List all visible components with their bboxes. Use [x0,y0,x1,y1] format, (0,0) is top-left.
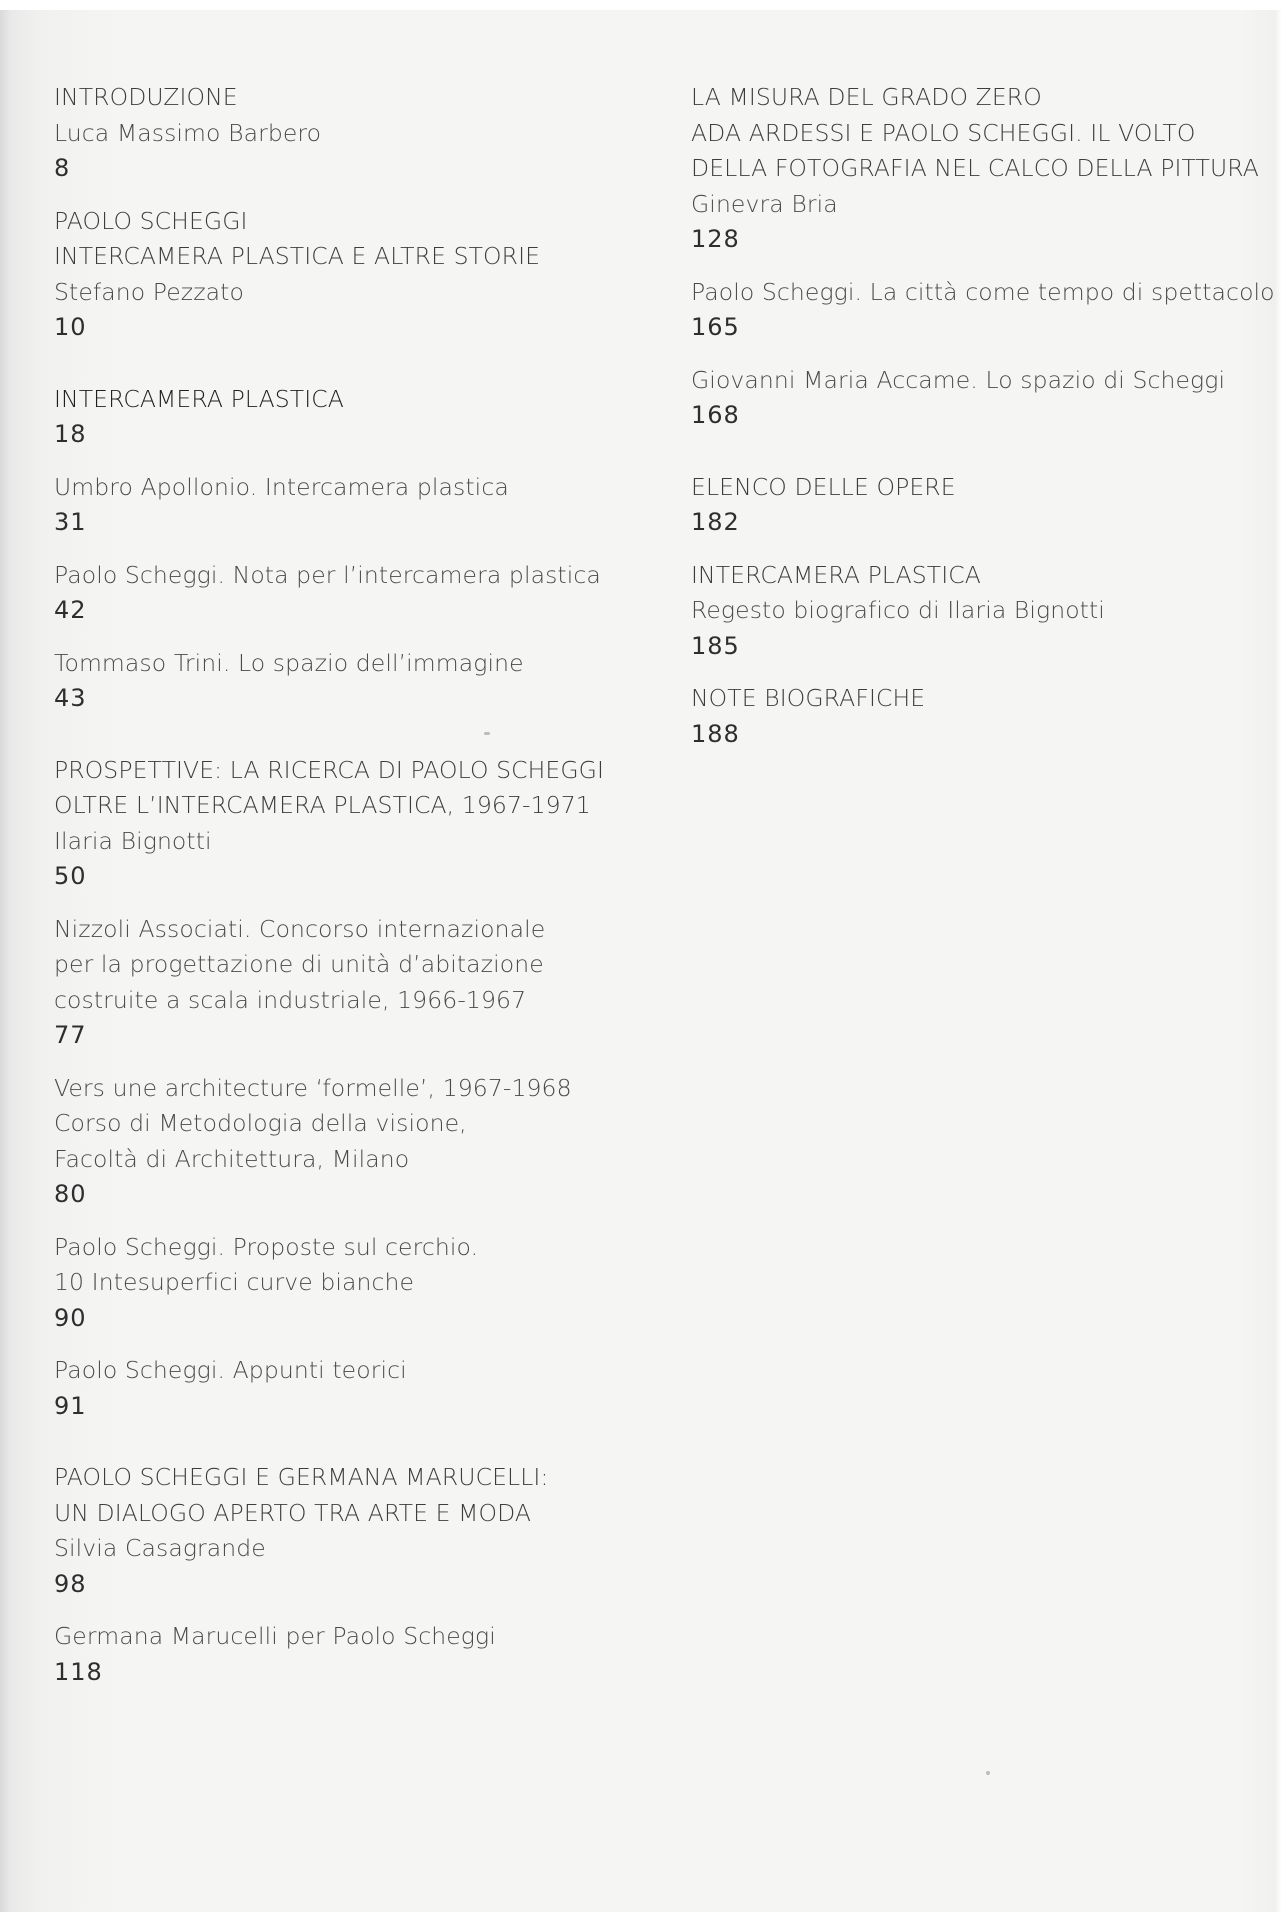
toc-entry [691,470,1251,541]
toc-page-number: 10 [54,313,87,341]
toc-spacer [691,346,1251,363]
toc-entry-title: PAOLO SCHEGGI [54,206,248,235]
toc-entry-line: INTERCAMERA PLASTICA E ALTRE STORIE [54,242,541,270]
toc-entry [54,753,614,895]
toc-page-number: 50 [54,862,87,890]
toc-entry [691,80,1259,258]
toc-entry [54,1230,614,1337]
toc-entry-title: PROSPETTIVE: LA RICERCA DI PAOLO SCHEGGI [54,755,605,784]
toc-spacer [691,541,1251,558]
toc-entry-title: LA MISURA DEL GRADO ZERO [691,83,1042,111]
toc-entry [54,912,614,1054]
toc-spacer [54,1424,614,1460]
toc-entry [54,1071,614,1213]
toc-page-number: 188 [691,719,740,748]
toc-page-number: 182 [691,508,740,536]
toc-entry-line: Facoltà di Architettura, Milano [54,1144,410,1173]
toc-entry [54,646,614,717]
toc-entry-line: Ilaria Bignotti [54,826,212,855]
paper-speck [986,1771,990,1775]
toc-entry-title: PAOLO SCHEGGI E GERMANA MARUCELLI: [54,1463,549,1491]
toc-entry-title: Giovanni Maria Accame. Lo spazio di Scheggi [691,365,1226,394]
toc-entry-line: Silvia Casagrande [54,1534,266,1562]
toc-entry-line: per la progettazione di unità d’abitazione [54,950,544,978]
toc-page-number: 42 [54,596,87,624]
toc-entry-line: costruite a scala industriale, 1966-1967 [54,985,527,1014]
toc-entry-title: INTERCAMERA PLASTICA [691,560,981,589]
toc-page-number: 18 [54,420,87,448]
toc-page-number: 90 [54,1303,87,1332]
toc-page-number: 91 [54,1391,87,1420]
toc-page-number: 128 [691,225,740,253]
toc-page-number: 98 [54,1569,87,1598]
toc-page-number: 80 [54,1180,87,1208]
toc-spacer [691,258,1251,275]
toc-entry-line: Stefano Pezzato [54,277,244,306]
toc-spacer [54,1054,614,1071]
toc-entry-line: Corso di Metodologia della visione, [54,1109,467,1137]
toc-left-column [54,80,614,1690]
toc-entry-line: DELLA FOTOGRAFIA NEL CALCO DELLA PITTURA [691,154,1259,182]
toc-spacer [691,434,1251,470]
toc-page-number: 185 [691,631,740,660]
toc-spacer [54,346,614,382]
toc-entry [54,204,614,346]
toc-entry [691,558,1251,665]
toc-page-number: 168 [691,401,740,429]
toc-entry-line: ADA ARDESSI E PAOLO SCHEGGI. IL VOLTO [691,118,1196,147]
toc-spacer [54,1602,614,1619]
toc-entry-title: Paolo Scheggi. Proposte sul cerchio. [54,1232,479,1261]
toc-entry-title: Tommaso Trini. Lo spazio dell’immagine [54,648,524,677]
toc-entry-line: Luca Massimo Barbero [54,118,322,147]
toc-entry-title: Germana Marucelli per Paolo Scheggi [54,1622,496,1650]
toc-entry-line: Ginevra Bria [691,189,838,218]
toc-page-number: 43 [54,684,87,712]
toc-entry [54,80,614,187]
toc-entry-title: Paolo Scheggi. Appunti teorici [54,1356,407,1384]
toc-spacer [691,664,1251,681]
page-bottom-margin [0,1912,1288,1920]
toc-entry [691,363,1251,434]
toc-entry [54,1619,614,1690]
toc-entry-title: Vers une architecture ‘formelle’, 1967-1968 [54,1073,572,1102]
page-top-margin [0,0,1288,10]
toc-page-number: 165 [691,313,740,341]
toc-spacer [54,717,614,753]
toc-spacer [54,895,614,912]
toc-page-number: 77 [54,1021,87,1049]
toc-entry-line: OLTRE L’INTERCAMERA PLASTICA, 1967-1971 [54,791,591,819]
toc-entry [691,275,1275,346]
toc-spacer [54,453,614,470]
toc-entry-title: ELENCO DELLE OPERE [691,472,956,501]
toc-entry-line: 10 Intesuperfici curve bianche [54,1268,415,1296]
toc-page-number: 31 [54,508,87,536]
toc-spacer [54,629,614,646]
toc-entry-title: Umbro Apollonio. Intercamera plastica [54,472,509,501]
toc-spacer [54,1336,614,1353]
toc-entry [54,1353,614,1424]
toc-entry [691,681,1251,752]
toc-entry-title: Paolo Scheggi. La città come tempo di spettacolo [691,277,1275,306]
toc-entry-title: Nizzoli Associati. Concorso internazionale [54,914,546,943]
toc-entry [54,382,614,453]
toc-page-number: 118 [54,1657,103,1686]
toc-spacer [54,187,614,204]
toc-page-number: 8 [54,154,71,182]
toc-entry [54,558,614,629]
toc-entry-title: INTERCAMERA PLASTICA [54,384,344,413]
toc-entry [54,470,614,541]
toc-entry [54,1460,614,1602]
toc-entry-line: UN DIALOGO APERTO TRA ARTE E MODA [54,1498,532,1527]
toc-right-column [691,80,1275,752]
paper-speck [484,732,490,735]
toc-spacer [54,541,614,558]
toc-entry-title: Paolo Scheggi. Nota per l’intercamera plastica [54,560,601,589]
toc-entry-line: Regesto biografico di Ilaria Bignotti [691,596,1105,624]
toc-entry-title: INTRODUZIONE [54,83,238,111]
toc-entry-title: NOTE BIOGRAFICHE [691,684,926,712]
toc-spacer [54,1213,614,1230]
